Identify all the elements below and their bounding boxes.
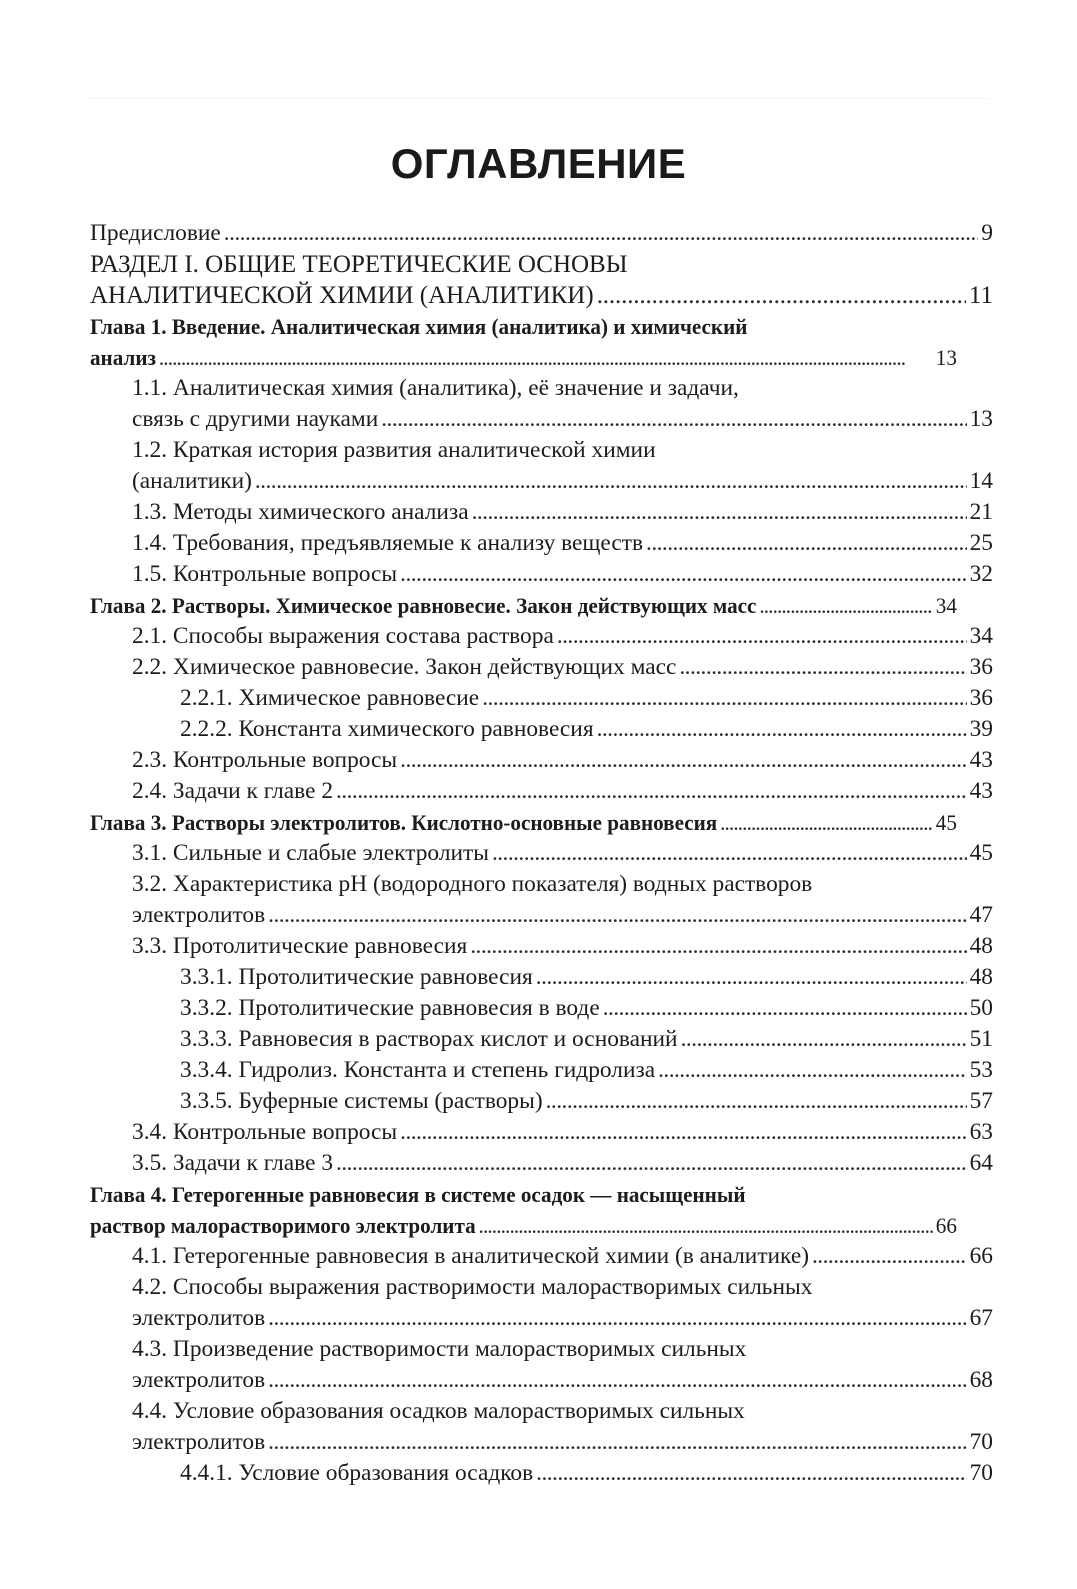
toc-entry: [90, 683, 993, 714]
toc-entry-title-line: 4.4. Условие образования осадков малорастворимых сильных: [132, 1398, 745, 1424]
dot-leader: [658, 1055, 967, 1086]
toc-entry-title: электролитов: [132, 1429, 266, 1455]
toc-entry-line: [90, 280, 993, 311]
toc-entry-title: 3.5. Задачи к главе 3: [132, 1150, 334, 1176]
dot-leader: [603, 993, 967, 1024]
toc-entry-page-number: 14: [969, 468, 993, 494]
toc-entry: [90, 1272, 993, 1334]
toc-entry-page-number: 34: [935, 593, 957, 618]
dot-leader: [720, 807, 933, 838]
dot-leader: [381, 404, 966, 435]
toc-entry-page-number: 70: [969, 1429, 993, 1455]
toc-entry-title-line: Глава 1. Введение. Аналитическая химия (аналитика) и химический: [90, 314, 748, 339]
toc-entry: [90, 1024, 993, 1055]
toc-entry-line: [132, 1241, 993, 1272]
dot-leader: [557, 621, 967, 652]
toc-entry-title: 2.1. Способы выражения состава раствора: [132, 623, 554, 649]
toc-entry-page-number: 70: [969, 1460, 993, 1486]
toc-entry: [90, 1179, 957, 1241]
toc-entry-title: 3.3. Протолитические равновесия: [132, 933, 468, 959]
toc-entry-title: 1.3. Методы химического анализа: [132, 499, 469, 525]
toc-entry-line: [132, 404, 993, 435]
toc-entry-line: [132, 745, 993, 776]
toc-entry: [90, 1117, 993, 1148]
toc-entry-page-number: 43: [969, 747, 993, 773]
toc-entry: [90, 993, 993, 1024]
dot-leader: [400, 745, 966, 776]
toc-entry: [90, 590, 957, 621]
toc-entry-title: 1.5. Контрольные вопросы: [132, 561, 398, 587]
toc-entry-page-number: 32: [969, 561, 993, 587]
toc-entry-title: 4.4.1. Условие образования осадков: [180, 1460, 534, 1486]
dot-leader: [492, 838, 967, 869]
toc-entry-line: [132, 1365, 993, 1396]
toc-entry-line: [180, 962, 993, 993]
toc-entry-title: 3.3.5. Буферные системы (растворы): [180, 1088, 543, 1114]
dot-leader: [268, 1303, 966, 1334]
dot-leader: [597, 280, 966, 311]
dot-leader: [400, 559, 966, 590]
toc-entry: [90, 1086, 993, 1117]
toc-entry-title-line: 4.2. Способы выражения растворимости малорастворимых сильных: [132, 1274, 813, 1300]
toc-entry: [90, 249, 993, 311]
toc-entry-line: [132, 466, 993, 497]
toc-entry: [90, 1458, 993, 1489]
toc-entry: [90, 1055, 993, 1086]
toc-entry-line: [180, 1024, 993, 1055]
toc-entry-line: [132, 621, 993, 652]
bleed-through-header: [88, 92, 989, 99]
toc-entry: [90, 435, 993, 497]
table-of-contents: [90, 218, 993, 1489]
toc-entry-line: [132, 776, 993, 807]
toc-entry-line: [180, 683, 993, 714]
dot-leader: [224, 218, 979, 249]
toc-entry-page-number: 53: [969, 1057, 993, 1083]
toc-entry-title-line: 4.3. Произведение растворимости малорастворимых сильных: [132, 1336, 747, 1362]
toc-entry-title: 3.3.2. Протолитические равновесия в воде: [180, 995, 600, 1021]
toc-entry-title: электролитов: [132, 1367, 266, 1393]
toc-entry-page-number: 25: [969, 530, 993, 556]
toc-entry-line: [132, 900, 993, 931]
toc-entry-title: связь с другими науками: [132, 406, 379, 432]
toc-entry: [90, 218, 993, 249]
toc-entry-title: 2.3. Контрольные вопросы: [132, 747, 398, 773]
toc-entry: [90, 714, 993, 745]
toc-entry-page-number: 50: [969, 995, 993, 1021]
toc-entry-page-number: 66: [969, 1243, 993, 1269]
dot-leader: [336, 776, 967, 807]
dot-leader: [479, 1210, 933, 1241]
toc-entry-title-line: Глава 4. Гетерогенные равновесия в системе осадок — насыщенный: [90, 1182, 746, 1207]
toc-entry: [90, 776, 993, 807]
toc-entry-page-number: 48: [969, 964, 993, 990]
toc-entry-title: 2.2.1. Химическое равновесие: [180, 685, 480, 711]
toc-entry-page-number: 34: [969, 623, 993, 649]
toc-entry-line: [90, 342, 957, 373]
dot-leader: [400, 1117, 966, 1148]
toc-entry-line: [180, 1086, 993, 1117]
toc-entry-title-line: 3.2. Характеристика pH (водородного показателя) водных растворов: [132, 871, 813, 897]
dot-leader: [681, 1024, 967, 1055]
toc-entry: [90, 559, 993, 590]
dot-leader: [268, 1427, 966, 1458]
dot-leader: [536, 1458, 966, 1489]
toc-entry-page-number: 11: [968, 282, 993, 309]
dot-leader: [482, 683, 966, 714]
toc-entry-title: АНАЛИТИЧЕСКОЙ ХИМИИ (АНАЛИТИКИ): [90, 282, 594, 309]
toc-entry: [90, 1334, 993, 1396]
dot-leader: [546, 1086, 967, 1117]
toc-entry-title: 3.3.3. Равновесия в растворах кислот и оснований: [180, 1026, 678, 1052]
toc-entry-line: [90, 807, 957, 838]
toc-entry-line: [90, 218, 993, 249]
toc-entry-line: [132, 1303, 993, 1334]
toc-entry: [90, 1396, 993, 1458]
dot-leader: [255, 466, 967, 497]
toc-entry: [90, 621, 993, 652]
toc-entry: [90, 497, 993, 528]
toc-entry-line: [180, 1055, 993, 1086]
toc-entry: [90, 373, 993, 435]
toc-entry-line: [132, 838, 993, 869]
toc-entry-line: [132, 1427, 993, 1458]
toc-entry-line: [132, 652, 993, 683]
page-title: ОГЛАВЛЕНИЕ: [390, 140, 687, 187]
toc-entry: [90, 745, 993, 776]
dot-leader: [159, 342, 933, 373]
toc-entry: [90, 1148, 993, 1179]
toc-entry-title: 3.3.1. Протолитические равновесия: [180, 964, 533, 990]
toc-entry: [90, 838, 993, 869]
toc-entry-title: 2.2. Химическое равновесие. Закон действующих масс: [132, 654, 677, 680]
toc-entry-title: анализ: [90, 345, 156, 370]
dot-leader: [336, 1148, 967, 1179]
toc-entry: [90, 311, 957, 373]
toc-entry-title: 3.3.4. Гидролиз. Константа и степень гидролиза: [180, 1057, 656, 1083]
toc-entry-page-number: 13: [969, 406, 993, 432]
toc-entry-page-number: 48: [969, 933, 993, 959]
toc-entry-line: [90, 590, 957, 621]
dot-leader: [812, 1241, 967, 1272]
toc-entry-page-number: 13: [935, 345, 957, 370]
toc-entry-line: [180, 714, 993, 745]
dot-leader: [759, 590, 933, 621]
dot-leader: [646, 528, 967, 559]
toc-entry-title: Предисловие: [90, 220, 221, 246]
toc-entry-page-number: 36: [969, 685, 993, 711]
toc-entry-line: [132, 1117, 993, 1148]
toc-entry: [90, 807, 957, 838]
toc-entry-page-number: 39: [969, 716, 993, 742]
toc-entry-line: [132, 497, 993, 528]
toc-entry: [90, 931, 993, 962]
toc-entry-page-number: 64: [969, 1150, 993, 1176]
toc-entry-line: [132, 931, 993, 962]
toc-entry-page-number: 43: [969, 778, 993, 804]
toc-entry-title-line: 1.1. Аналитическая химия (аналитика), её значение и задачи,: [132, 375, 739, 401]
toc-entry-title: 4.1. Гетерогенные равновесия в аналитической химии (в аналитике): [132, 1243, 810, 1269]
dot-leader: [268, 900, 966, 931]
dot-leader: [472, 497, 967, 528]
toc-entry: [90, 652, 993, 683]
dot-leader: [679, 652, 966, 683]
toc-entry-title: 2.2.2. Константа химического равновесия: [180, 716, 594, 742]
toc-entry-page-number: 63: [969, 1119, 993, 1145]
toc-entry: [90, 528, 993, 559]
toc-entry-title: 3.1. Сильные и слабые электролиты: [132, 840, 489, 866]
toc-entry-line: [132, 528, 993, 559]
toc-entry-title: электролитов: [132, 1305, 266, 1331]
dot-leader: [470, 931, 966, 962]
toc-entry-title: 2.4. Задачи к главе 2: [132, 778, 334, 804]
toc-entry-title-line: РАЗДЕЛ I. ОБЩИЕ ТЕОРЕТИЧЕСКИЕ ОСНОВЫ: [90, 251, 628, 278]
toc-entry-title: 1.4. Требования, предъявляемые к анализу веществ: [132, 530, 644, 556]
dot-leader: [597, 714, 967, 745]
toc-entry-page-number: 47: [969, 902, 993, 928]
toc-entry-page-number: 45: [969, 840, 993, 866]
toc-entry-line: [132, 1148, 993, 1179]
toc-entry-page-number: 36: [969, 654, 993, 680]
dot-leader: [268, 1365, 966, 1396]
toc-entry-page-number: 51: [969, 1026, 993, 1052]
toc-entry: [90, 869, 993, 931]
toc-entry-title: 3.4. Контрольные вопросы: [132, 1119, 398, 1145]
toc-entry-page-number: 68: [969, 1367, 993, 1393]
toc-entry-title-line: 1.2. Краткая история развития аналитической химии: [132, 437, 656, 463]
toc-entry-line: [90, 1210, 957, 1241]
toc-entry-page-number: 66: [935, 1213, 957, 1238]
toc-entry-title: Глава 3. Растворы электролитов. Кислотно-основные равновесия: [90, 810, 718, 835]
toc-entry-line: [180, 993, 993, 1024]
toc-entry-page-number: 45: [935, 810, 957, 835]
toc-entry-line: [132, 559, 993, 590]
toc-entry: [90, 962, 993, 993]
toc-entry-title: раствор малорастворимого электролита: [90, 1213, 476, 1238]
toc-entry-page-number: 9: [981, 220, 993, 246]
toc-entry-title: электролитов: [132, 902, 266, 928]
toc-entry: [90, 1241, 993, 1272]
dot-leader: [536, 962, 967, 993]
toc-entry-page-number: 57: [969, 1088, 993, 1114]
toc-entry-page-number: 21: [969, 499, 993, 525]
toc-entry-title: Глава 2. Растворы. Химическое равновесие. Закон действующих масс: [90, 593, 757, 618]
toc-entry-line: [180, 1458, 993, 1489]
toc-entry-page-number: 67: [969, 1305, 993, 1331]
toc-entry-title: (аналитики): [132, 468, 252, 494]
